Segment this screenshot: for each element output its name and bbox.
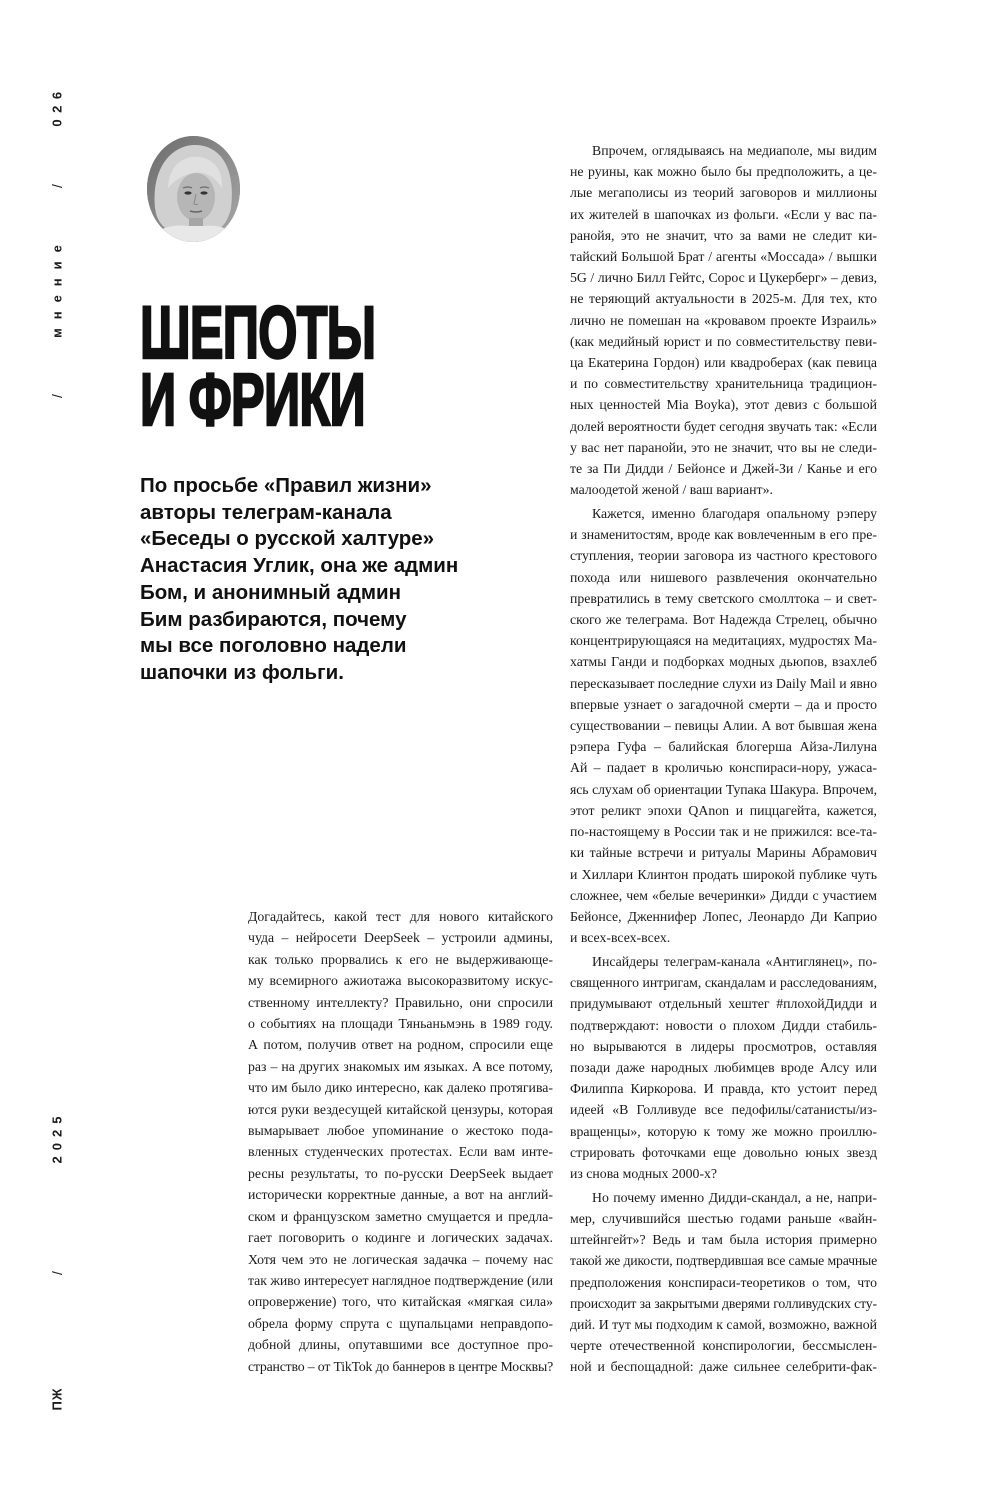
sidebar-separator: / [49, 394, 65, 398]
text-line: сложнее, чем «белые вечеринки» Дидди с участием [570, 887, 877, 903]
text-line: ресны результаты, то по-русски DeepSeek выдает [248, 1165, 553, 1181]
text-line: малоодетой женой / ваш вариант». [570, 482, 773, 498]
lead-line: Бом, и анонимный админ [140, 580, 402, 604]
lead-line: мы все поголовно надели [140, 634, 407, 658]
text-line: что им было дико интересно, как далеко протягива- [248, 1080, 553, 1096]
lead-line: шапочки из фольги. [140, 660, 344, 684]
text-line: Инсайдеры телеграм-канала «Антиглянец», по- [592, 953, 877, 969]
text-line: опровержение) того, что китайская «мягкая сила» [248, 1294, 553, 1310]
title-line: ШЕПОТЫ [140, 291, 376, 374]
text-line: мер, случившийся шестью годами раньше «вайн- [570, 1210, 877, 1226]
article-paragraph [570, 1187, 877, 1378]
sidebar-separator: / [49, 184, 65, 188]
text-line: из снова модных 2000-х? [570, 1165, 718, 1181]
lead-line: авторы телеграм-канала [140, 500, 392, 524]
text-line: тайский Большой Брат / агенты «Моссада» / вышки [570, 249, 877, 265]
portrait-eye [200, 191, 207, 194]
article-lead [140, 473, 485, 687]
article-paragraph [570, 503, 877, 948]
text-line: о событиях на площади Тяньаньмэнь в 1989 году. [248, 1016, 553, 1032]
text-line: Но почему именно Дидди-скандал, а не, напри- [592, 1189, 877, 1205]
text-line: стрировать фоточками еще довольно юных звезд [570, 1144, 877, 1160]
text-line: долей вероятности будет сегодня звучать так: «Если [570, 418, 877, 434]
text-line: му всемирного ажиотажа высокоразвитому искус- [248, 973, 553, 989]
text-line: вращенцы», которую к тому же можно проиллю- [570, 1123, 877, 1139]
article-paragraph [570, 140, 877, 500]
text-line: и Хиллари Клинтон продать широкой публике чуть [570, 866, 877, 882]
text-line: и знаменитостям, вроде как вовлеченным в его пре- [570, 527, 877, 543]
text-line: существовании – певицы Алии. А вот бывшая жена [570, 718, 877, 734]
page-number: 026 [49, 85, 65, 127]
portrait-eye [184, 191, 191, 194]
text-line: вленных студенческих протестах. Если вам инте- [248, 1144, 553, 1160]
text-line: позади даже народных любимцев вроде Алсу или [570, 1059, 877, 1075]
text-line: странство – от TikTok до баннеров в центре Москвы? [248, 1358, 553, 1374]
portrait-shoulders [147, 226, 240, 242]
text-line: добной длины, опутавшими все доступное про- [248, 1337, 553, 1353]
lead-line: Бим разбираются, почему [140, 607, 407, 631]
text-line: чуда – нейросети DeepSeek – устроили админы, [248, 930, 553, 946]
lead-line: Анастасия Углик, она же админ [140, 554, 459, 578]
text-line: происходит за закрытыми дверями голливудских сту- [570, 1295, 877, 1311]
lead-line: «Беседы о русской халтуре» [140, 527, 435, 551]
lead-line: По просьбе «Правил жизни» [140, 474, 432, 497]
text-line: Бейонсе, Дженнифер Лопес, Леонардо Ди Каприо [570, 908, 877, 924]
text-line: хатмы Ганди и подборках модных дьюпов, взахлеб [570, 654, 877, 670]
text-line: ются руки вездесущей китайской цензуры, которая [248, 1101, 553, 1117]
issue-year: 2025 [49, 1110, 65, 1164]
article-column-left [248, 906, 553, 1377]
text-line: 5G / лично Билл Гейтс, Сорос и Цукерберг» – девиз, [570, 270, 877, 286]
text-line: пересказывает последние слухи из Daily Mail и явно [570, 675, 877, 691]
text-line: ки тайные встречи и ритуалы Марины Абрамович [570, 845, 877, 861]
text-line: по-настоящему в России так и не прижился: все-та- [570, 824, 877, 840]
text-line: Впрочем, оглядываясь на медиаполе, мы видим [592, 143, 877, 158]
article-column-right [570, 140, 877, 1378]
text-line: черте отечественной конспирологии, бессмыслен- [570, 1338, 877, 1354]
text-line: такой же дикости, подтвердившая все самые мрачные [570, 1253, 877, 1269]
text-line: превратились в тему светского смоллтока – и свет- [570, 590, 877, 606]
sidebar-separator: / [49, 1271, 65, 1275]
text-line: предположения конспираси-теоретиков о том, что [570, 1274, 877, 1290]
text-line: но вырываются в лидеры просмотров, оставляя [570, 1038, 877, 1054]
article-title [140, 291, 486, 441]
text-line: у вас нет паранойи, это не значит, что вы не следи- [570, 439, 877, 455]
article-paragraph [248, 906, 553, 1377]
text-line: Филиппа Киркорова. И правда, кто устоит перед [570, 1081, 877, 1097]
text-line: рэпера Гуфа – балийская блогерша Айза-Лилуна [570, 739, 877, 755]
text-line: те за Пи Дидди / Бейонсе и Джей-Зи / Канье и его [570, 461, 877, 477]
text-line: этот реликт эпохи QAnon и пиццагейта, кажется, [570, 802, 877, 818]
text-line: не теряющий актуальности в 2025-м. Для тех, кто [570, 291, 877, 307]
text-line: лые мегаполисы из теорий заговоров и миллионы [570, 185, 877, 201]
text-line: священного интригам, скандалам и расследованиям, [570, 975, 877, 991]
text-line: идеей «В Голливуде все педофилы/сатанисты/из- [570, 1102, 877, 1118]
text-line: обрела форму спрута с щупальцами неправдопо- [248, 1315, 553, 1331]
author-portrait [147, 136, 240, 242]
text-line: ского же телеграма. Вот Надежда Стрелец, обычно [570, 612, 877, 628]
text-line: не руины, как можно было бы предположить, а це- [570, 164, 877, 180]
text-line: впервые узнает о загадочной смерти – да и просто [570, 696, 877, 712]
title-line: И ФРИКИ [140, 358, 365, 441]
text-line: дий. И тут мы подходим к самой, возможно, важной [570, 1316, 877, 1332]
text-line: ском и французском заметно смущается и предла- [248, 1208, 553, 1224]
text-line: концентрирующаяся на медитациях, мудростях Ма- [570, 633, 877, 649]
text-line: вымарывает любое упоминание о жестоко пода- [248, 1123, 553, 1139]
text-line: штейнгейт»? Ведь и там была история примерно [570, 1232, 877, 1248]
article-paragraph [570, 951, 877, 1184]
text-line: их жителей в шапочках из фольги. «Если у вас па- [570, 206, 877, 222]
author-photo [147, 136, 240, 242]
text-line: лично не помешан на «кровавом проекте Израиль» [570, 312, 877, 328]
magazine-logo: ПЖ [49, 1387, 65, 1411]
text-line: так живо интересует наглядное подтверждение (или [248, 1272, 553, 1288]
text-line: Кажется, именно благодаря опальному рэперу [592, 506, 877, 522]
text-line: похода или нишевого развлечения окончательно [570, 569, 877, 585]
text-line: ственному интеллекту? Правильно, они спросили [248, 994, 553, 1010]
text-line: ступления, теории заговора из частного крестового [570, 548, 877, 564]
text-line: ца Екатерина Гордон) или квадроберах (как певица [570, 355, 877, 371]
section-label: мнение [49, 236, 65, 338]
text-line: Хотя чем это не логическая задачка – почему нас [248, 1251, 553, 1267]
text-line: раз – на других знакомых им языках. А все потому, [248, 1058, 553, 1074]
text-line: Ай – падает в кроличью конспираси-нору, ужаса- [570, 760, 877, 776]
text-line: и всех-всех-всех. [570, 930, 671, 946]
text-line: Догадайтесь, какой тест для нового китайского [248, 909, 553, 924]
text-line: ясь слухам об ориентации Тупака Шакура. Впрочем, [570, 781, 877, 797]
text-line: ных ценностей Mia Boyka), этот девиз с большой [570, 397, 877, 413]
text-line: как только прорвались к его не выдерживающе- [248, 951, 553, 967]
text-line: ной и беспощадной: даже сильнее селебрити-фак- [570, 1359, 877, 1375]
text-line: подтверждают: новости о плохом Дидди стабиль- [570, 1017, 877, 1033]
text-line: исторически корректные данные, а вот на англий- [248, 1187, 553, 1203]
text-line: придумывают отдельный хештег #плохойДидди и [570, 996, 877, 1012]
text-line: ранойя, это не значит, что за вами не следит ки- [570, 227, 877, 243]
text-line: А потом, получив ответ на родном, спросили еще [248, 1037, 553, 1053]
portrait-face [177, 173, 215, 221]
text-line: и по совместительству хранительница традицион- [570, 376, 877, 392]
text-line: (как медийный юрист и по совместительству певи- [570, 333, 877, 349]
text-line: гает поговорить о кодинге и логических задачах. [248, 1230, 553, 1246]
